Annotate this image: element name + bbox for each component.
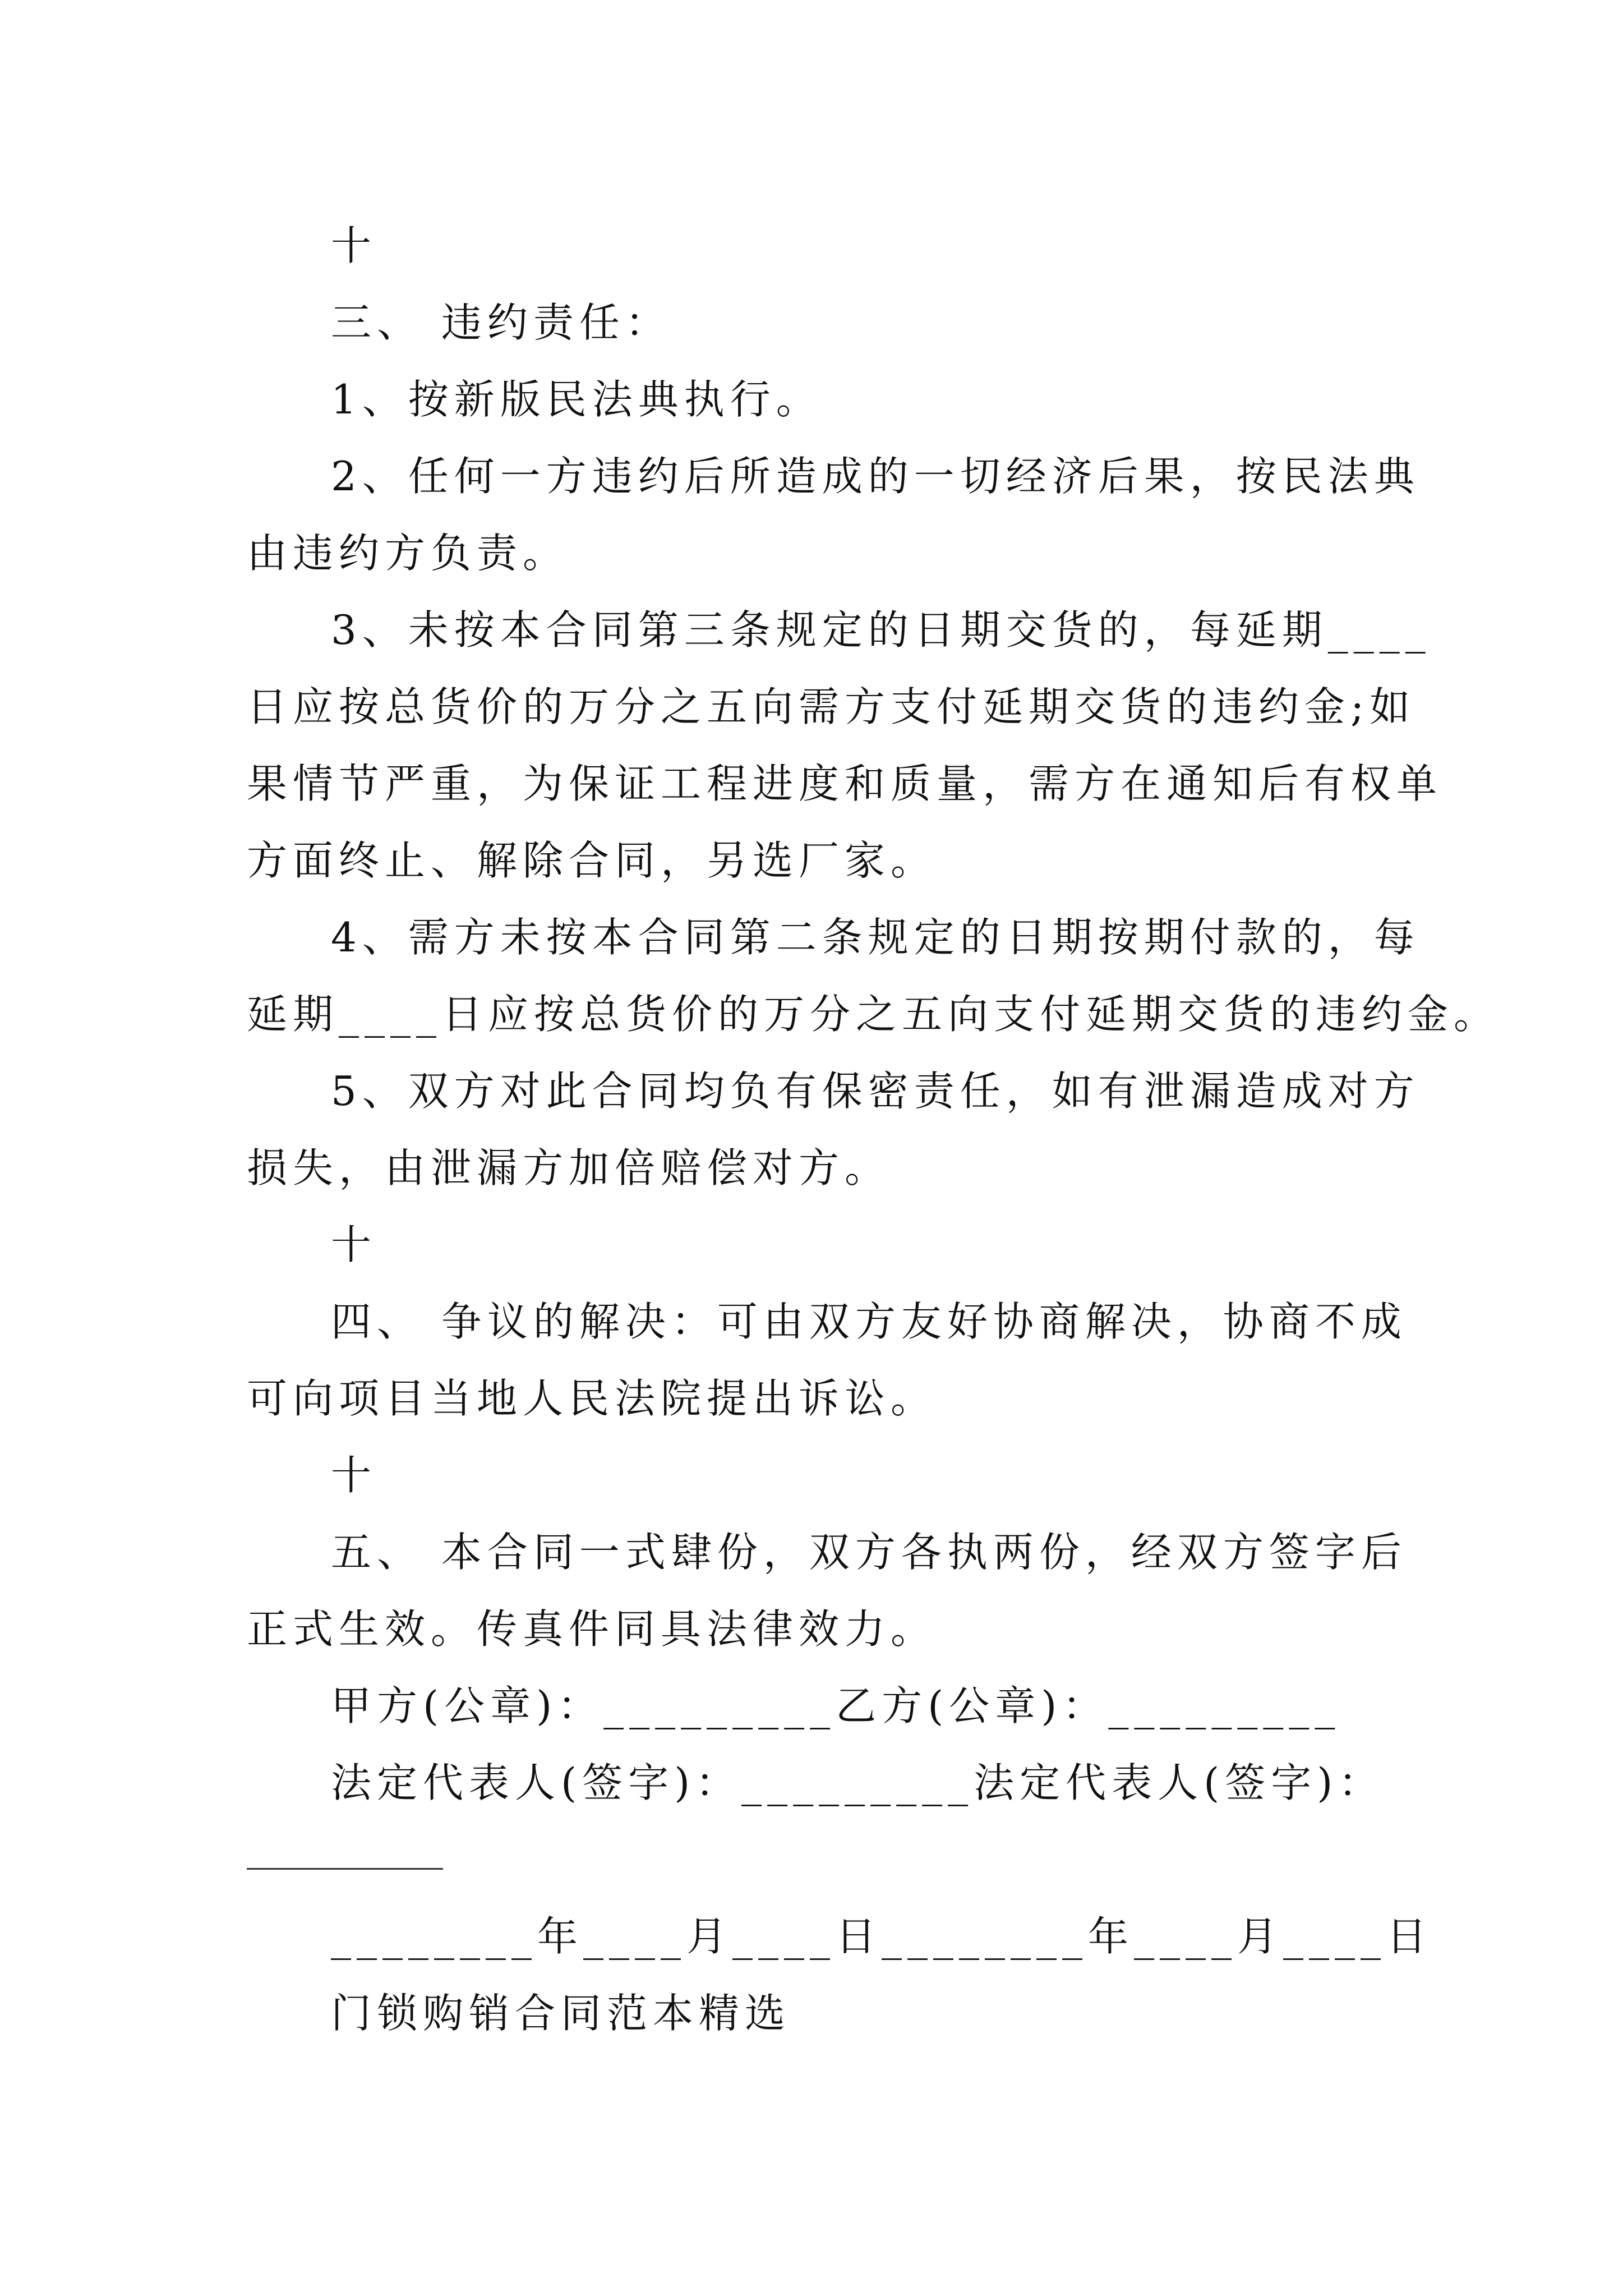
section-dispute-line-1: 四、 争议的解决：可由双方友好协商解决，协商不成 [331,1298,1407,1345]
section-marker: 十 [331,1452,377,1499]
date-line: ________年____月____日________年____月____日 [331,1913,1432,1960]
representative-signature-line: 法定代表人(签字)：_________法定代表人(签字)： [331,1759,1385,1806]
clause-2-line-2: 由违约方负责。 [247,530,569,577]
section-copies-line-2: 正式生效。传真件同具法律效力。 [247,1605,937,1653]
clause-2-line-1: 2、任何一方违约后所造成的一切经济后果，按民法典 [331,453,1420,500]
section-dispute-line-2: 可向项目当地人民法院提出诉讼。 [247,1375,937,1422]
clause-5-line-2: 损失，由泄漏方加倍赔偿对方。 [247,1144,891,1191]
clause-5-line-1: 5、双方对此合同均负有保密责任，如有泄漏造成对方 [331,1068,1420,1115]
party-seal-line: 甲方(公章)：_________乙方(公章)：_________ [331,1682,1341,1729]
signature-blank-underline [247,1868,443,1870]
clause-3-line-3: 果情节严重，为保证工程进度和质量，需方在通知后有权单 [247,760,1443,807]
clause-3-line-4: 方面终止、解除合同，另选厂家。 [247,837,937,884]
document-title: 门锁购销合同范本精选 [331,1990,791,2037]
section-marker: 十 [331,222,377,269]
clause-1: 1、按新版民法典执行。 [331,376,822,423]
clause-3-line-1: 3、未按本合同第三条规定的日期交货的，每延期____ [331,606,1431,654]
section-marker: 十 [331,1221,377,1268]
clause-3-line-2: 日应按总货价的万分之五向需方支付延期交货的违约金;如 [247,683,1416,730]
section-copies-line-1: 五、 本合同一式肆份，双方各执两份，经双方签字后 [331,1529,1407,1576]
section-heading-breach: 三、 违约责任： [331,299,671,346]
clause-4-line-1: 4、需方未按本合同第二条规定的日期按期付款的，每 [331,914,1420,961]
clause-4-line-2: 延期____日应按总货价的万分之五向支付延期交货的违约金。 [247,991,1500,1038]
